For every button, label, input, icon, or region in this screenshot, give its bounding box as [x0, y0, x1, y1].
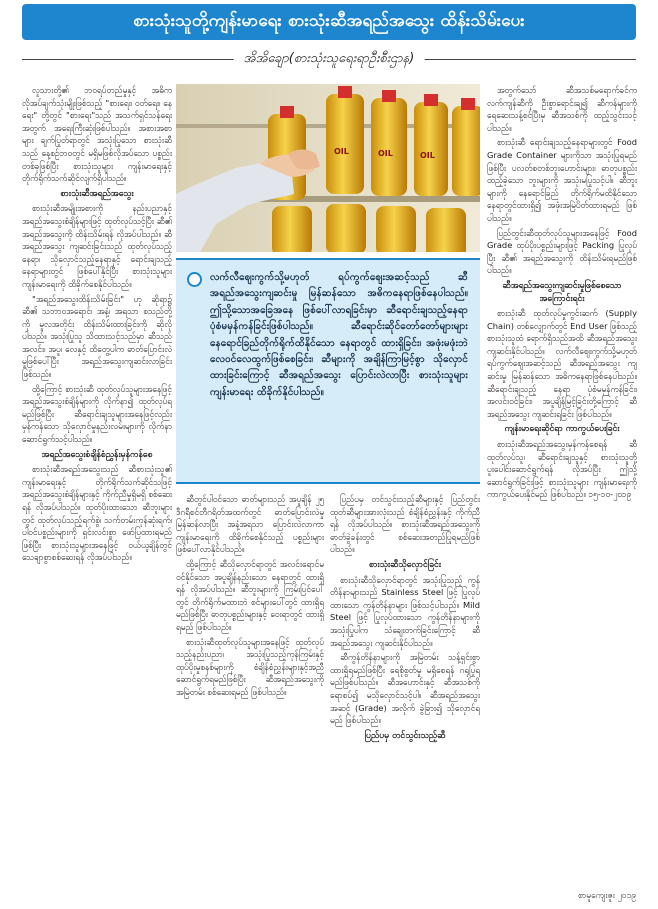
- paragraph: စားသုံးဆီအမျိုးအစားကို နည်းပညာနှင့် အရည်အသွေးစံချိန်များဖြင့် ထုတ်လုပ်သင့်ပြီး ဆီ၏ အရည်အသွေးကို ထိန်းသိမ်းရန် လိုအပ်ပါသည်။ ဆီအရည်အသွေး ကျဆင်းခြင်းသည် ထုတ်လုပ်သည့်နေရာ၊ သိုလှောင်သည့်နေရာနှင့် ရောင်းချသည့်နေရာများတွင် ဖြစ်ပေါ်နိုင်ပြီး စားသုံးသူများ ကျန်းမာရေးကို ထိခိုက်စေနိုင်ပါသည်။: [22, 203, 172, 289]
- bottle-label: OIL: [420, 151, 435, 160]
- section-heading: ပြည်ပမှ တင်သွင်းသည့်ဆီ: [364, 730, 446, 741]
- paragraph: စားသုံးဆီ ရောင်းချသည့်နေရာများတွင် Food Grade Container များကိုသာ အသုံးပြုရမည်ဖြစ်ပြီး ပလတ်စတစ်ဘူးဟောင်းများ၊ ဓာတုပစ္စည်းထည့်ခဲ့သော ဘူးများကို အသုံးမပြုသင့်ပါ။ ဆီဘူးများကို နေရောင်ခြည် တိုက်ရိုက်မထိနိုင်သော နေရာတွင်ထားရှိ၍ အဖုံးအမြဲပိတ်ထားရမည် ဖြစ်ပါသည်။: [487, 137, 637, 223]
- cooking-oil-shelf-photo: [176, 84, 480, 252]
- paragraph: လူသားတို့၏ ဘဝရပ်တည်မှုနှင့် အဓိကလိုအပ်ချက်သုံးမျိုးဖြစ်သည့် "စားရေး၊ ဝတ်ရေး၊ နေရေး" တို့တွင် "စားရေး"သည် အသက်ရှင်သန်ရေးအတွက် အရေးကြီးဆုံးဖြစ်ပါသည်။ အစားအစာများ ချက်ပြုတ်ရာတွင် အသုံးပြုသော စားသုံးဆီသည် နေ့စဉ်ဘဝတွင် မရှိမဖြစ်လိုအပ်သော ပစ္စည်းတစ်ခုဖြစ်ပြီး စားသုံးသူများ ကျန်းမာရေးနှင့် တိုက်ရိုက်သက်ဆိုင်လျက်ရှိပါသည်။: [22, 85, 172, 184]
- bottle-label: OIL: [334, 147, 349, 156]
- section-heading: စားသုံးဆီအရည်အသွေး: [60, 188, 134, 199]
- pull-quote-callout: [176, 258, 480, 484]
- column-middle-b: [330, 493, 480, 891]
- callout-text: လက်လီဈေးကွက်သို့မဟုတ် ရပ်ကွက်ဈေးအဆင့်သည် ဆီအရည်အသွေးကျဆင်းမှု မြန်ဆန်သော အဓိကနေရာဖြစ်နေပါသည်။ ဤသို့သောအခြေအနေ ဖြစ်ပေါ်လာရခြင်းမှာ ဆီရောင်းချသည့်နေရာ ပုံစံမမှန်ကန်ခြင်းဖြစ်ပါသည်။ ဆီရောင်းဆိုင်တော်တော်များများ နေရောင်ခြည်တိုက်ရိုက်ထိနိုင်သော နေရာတွင် ထားရှိခြင်း၊ အဖုံးမဖုံးဘဲ လေဝင်လေထွက်ဖြစ်စေခြင်း၊ ဆီများကို အချိန်ကြာမြင့်စွာ သိုလှောင်ထားခြင်းကြောင့် ဆီအရည်အသွေး ပြောင်းလဲလာပြီး စားသုံးသူများ ကျန်းမာရေး ထိခိုက်နိုင်ပါသည်။: [210, 272, 468, 398]
- byline: အိအိချော(စားသုံးသူရေးရာဦးစီးဌာန): [234, 46, 425, 72]
- paragraph: ထို့ကြောင့် ဆီသိုလှောင်ရာတွင် အလင်းရောင်မဝင်နိုင်သော အပူချိန်နည်းသော နေရာတွင် ထားရှိရန် လိုအပ်ပါသည်။ ဆီဘူးများကို ကြမ်းပြင်ပေါ်တွင် တိုက်ရိုက်မထားဘဲ စင်များပေါ်တွင် ထားရှိရမည်ဖြစ်ပြီး ဓာတုပစ္စည်းများနှင့် ဝေးရာတွင် ထားရှိရမည် ဖြစ်ပါသည်။: [176, 558, 324, 632]
- section-heading: ကျန်းမာရေးဆိုင်ရာ ကာကွယ်ပေးခြင်း: [504, 424, 620, 435]
- paragraph: ထို့ကြောင့် စားသုံးဆီ ထုတ်လုပ်သူများအနေဖြင့် အရည်အသွေးစံချိန်များကို လိုက်နာ၍ ထုတ်လုပ်ရမည်ဖြစ်ပြီး ဆီရောင်းချသူများအနေဖြင့်လည်း မှန်ကန်သော သိုလှောင်မှုနည်းလမ်းများကို လိုက်နာဆောင်ရွက်သင့်ပါသည်။: [22, 383, 172, 445]
- article-title: စားသုံးသူတို့ကျန်းမာရေး စားသုံးဆီအရည်အသွေး ထိန်းသိမ်းပေး: [22, 4, 636, 40]
- paragraph: ပြည်တွင်းဆီထုတ်လုပ်သူများအနေဖြင့် Food Grade ထုပ်ပိုးပစ္စည်းများဖြင့် Packing ပြုလုပ်ပြီး ဆီ၏ အရည်အသွေးကို ထိန်းသိမ်းရမည်ဖြစ်ပါသည်။: [487, 227, 637, 276]
- section-heading: စားသုံးဆီသိုလှောင်ခြင်း: [369, 559, 441, 570]
- column-left: [22, 84, 172, 884]
- paragraph: စားသုံးဆီအရည်အသွေးမှန်ကန်စေရန် ဆီထုတ်လုပ်သူ၊ ဆီရောင်းချသူနှင့် စားသုံးသူတို့ ပူးပေါင်းဆောင်ရွက်ရန် လိုအပ်ပြီး ဤသို့ ဆောင်ရွက်ခြင်းဖြင့် စားသုံးသူများ ကျန်းမာရေးကို ကာကွယ်ပေးနိုင်မည် ဖြစ်ပါသည်။ ၁၅-၁၀-၂၀၁၉: [487, 439, 637, 500]
- paragraph: စားသုံးဆီထုတ်လုပ်သူများအနေဖြင့် ထုတ်လုပ်သည့်နည်းပညာ၊ အသုံးပြုသည့်ကုန်ကြမ်းနှင့် ထုပ်ပိုးမှုစနစ်များကို စံချိန်စံညွှန်းများနှင့်အညီ ဆောင်ရွက်ရမည်ဖြစ်ပြီး ဆီအရည်အသွေးကို အမြဲတမ်း စစ်ဆေးရမည် ဖြစ်ပါသည်။: [176, 636, 324, 697]
- paragraph: အတွက်သော် ဆီအသစ်မရောက်ခင်က လက်ကျန်ဆီကို ဦးစွာရောင်းချ၍ ဆီကန်များကို ရေဆေးသန့်စင်ပြီးမှ ဆီအသစ်ကို ထည့်သွင်းသင့်ပါသည်။: [487, 85, 637, 133]
- paragraph: စားသုံးဆီ ထုတ်လုပ်မှုကွင်းဆက် (Supply Chain) တစ်လျှောက်တွင် End User ဖြစ်သည့် စားသုံးသူထံ ရောက်ရှိသည်အထိ ဆီအရည်အသွေး ကျဆင်းနိုင်ပါသည်။ လက်လီဈေးကွက်သို့မဟုတ် ရပ်ကွက်ဈေးအဆင့်သည် ဆီအရည်အသွေး ကျဆင်းမှု မြန်ဆန်သော အဓိကနေရာဖြစ်နေပါသည်။ ဆီရောင်းချသည့် နေရာ ပုံစံမမှန်ကန်ခြင်း၊ အလင်းဝင်ခြင်း၊ အပူချိန်မြင့်ခြင်းတို့ကြောင့် ဆီအရည်အသွေး ကျဆင်းရခြင်း ဖြစ်ပါသည်။: [487, 308, 637, 419]
- section-heading: အရည်အသွေးစံချိန်စံညွှန်းမှန်ကန်စေ: [41, 449, 153, 460]
- paragraph: ပြည်ပမှ တင်သွင်းသည့်ဆီများနှင့် ပြည်တွင်းထုတ်ဆီများအားလုံးသည် စံချိန်စံညွှန်းနှင့် ကိုက်ညီရန် လိုအပ်ပါသည်။ စားသုံးဆီအရည်အသွေးကို ဓာတ်ခွဲခန်းတွင် စစ်ဆေးအတည်ပြုရမည်ဖြစ်ပါသည်။: [330, 494, 480, 555]
- column-right: [487, 84, 637, 884]
- bullet-ring-icon: [187, 272, 202, 287]
- bottle-label: OIL: [378, 149, 393, 158]
- footer-signature: စာမူကျေးဇူး ၂၀၁၉: [577, 891, 636, 901]
- oil-shelf-illustration: [176, 84, 480, 252]
- byline-bar: [22, 46, 636, 74]
- paragraph: ဆီကွန်တိန်နာများကို အမြဲတမ်း သန့်ရှင်းစွာ ထားရှိရမည်ဖြစ်ပြီး ရေစိုစွတ်မှု မရှိစေရန် ဂရုပြုရမည်ဖြစ်ပါသည်။ ဆီအဟောင်းနှင့် ဆီအသစ်ကို ရောစပ်၍ မသိုလှောင်သင့်ပါ။ ဆီအရည်အသွေးအဆင့် (Grade) အလိုက် ခွဲခြား၍ သိုလှောင်ရမည် ဖြစ်ပါသည်။: [330, 652, 480, 726]
- paragraph: ဆီတွင်ပါဝင်သော ဓာတ်များသည် အပူချိန် ၂၅ ဒီဂရီစင်တီဂရိတ်အထက်တွင် ဓာတ်ပြောင်းလဲမှု မြန်ဆန်လာပြီး အနံ့အရသာ ပြောင်းလဲလာကာ ကျန်းမာရေးကို ထိခိုက်စေနိုင်သည့် ပစ္စည်းများ ဖြစ်ပေါ်လာနိုင်ပါသည်။: [176, 494, 324, 555]
- column-middle-a: [176, 493, 324, 891]
- section-heading: ဆီအရည်အသွေးကျဆင်းမှုဖြစ်စေသော အကြောင်းရင်း: [502, 280, 622, 304]
- paragraph: စားသုံးဆီသိုလှောင်ရာတွင် အသုံးပြုသည့် ကွန်တိန်နာများသည် Stainless Steel ဖြင့် ပြုလုပ်ထားသော ကွန်တိန်နာများ ဖြစ်သင့်ပါသည်။ Mild Steel ဖြင့် ပြုလုပ်ထားသော ကွန်တိန်နာများကို အသုံးပြုပါက သံချေးတက်ခြင်းကြောင့် ဆီအရည်အသွေး ကျဆင်းနိုင်ပါသည်။: [330, 574, 480, 648]
- paragraph: "အရည်အသွေးထိန်းသိမ်းခြင်း" ဟု ဆိုရာ၌ ဆီ၏ သဘာဝအရောင်၊ အနံ့၊ အရသာ စသည်တို့ကို မူလအတိုင်း ထိန်းသိမ်းထားခြင်းကို ဆိုလိုပါသည်။ အသုံးပြုသူ သိထားသင့်သည်မှာ ဆီသည် အလင်း၊ အပူ၊ လေနှင့် ထိတွေ့ပါက ဓာတ်ပြောင်းလဲမှုဖြစ်ပေါ်ပြီး အရည်အသွေးကျဆင်းလာခြင်း ဖြစ်သည်။: [22, 293, 172, 380]
- paragraph: စားသုံးဆီအရည်အသွေးသည် ဆီစားသုံးသူ၏ ကျန်းမာရေးနှင့် တိုက်ရိုက်သက်ဆိုင်သဖြင့် အရည်အသွေးစံချိန်များနှင့် ကိုက်ညီမှုရှိမရှိ စစ်ဆေးရန် လိုအပ်ပါသည်။ ထုတ်ပိုးထားသော ဆီဘူးများတွင် ထုတ်လုပ်သည့်ရက်စွဲ၊ သက်တမ်းကုန်ဆုံးရက်၊ ပါဝင်ပစ္စည်းများကို ရှင်းလင်းစွာ ဖော်ပြထားရမည်ဖြစ်ပြီး စားသုံးသူများအနေဖြင့် ဝယ်ယူချိန်တွင် သေချာစွာစစ်ဆေးရန် လိုအပ်ပါသည်။: [22, 464, 172, 563]
